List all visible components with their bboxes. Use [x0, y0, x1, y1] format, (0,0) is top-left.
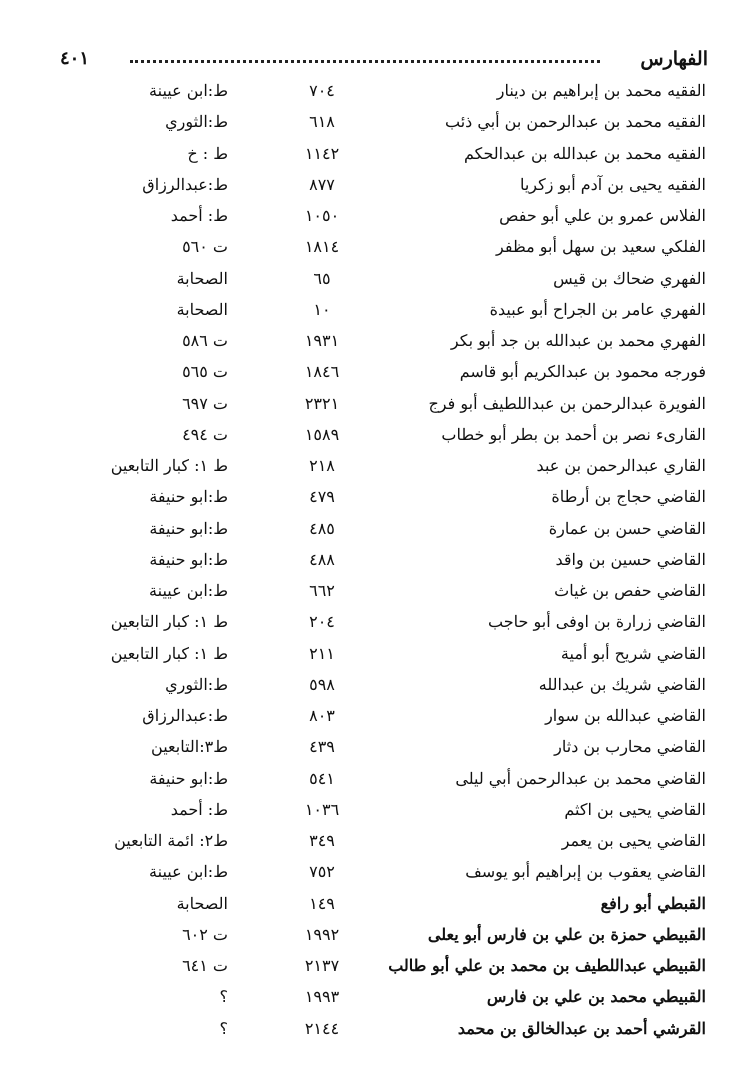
entry-name: القاضي زرارة بن اوفى أبو حاجب — [488, 612, 706, 632]
entry-name: القاضي يحيى بن اكثم — [564, 799, 706, 819]
entry-number: ١٤٩ — [309, 893, 335, 913]
entry-reference: ت ٦٩٧ — [182, 393, 228, 413]
section-title: الفهارس — [640, 48, 708, 70]
index-entry — [0, 231, 742, 262]
index-entry — [0, 638, 742, 669]
entry-reference: ط ١: كبار التابعين — [110, 643, 228, 663]
index-entry — [0, 950, 742, 981]
entry-reference: ت ٤٩٤ — [182, 424, 228, 444]
entry-number: ٦٥ — [313, 268, 331, 288]
index-entry — [0, 325, 742, 356]
entry-number: ٤٨٥ — [309, 518, 335, 538]
entry-number: ٢١١ — [309, 643, 335, 663]
entry-number: ١٨٤٦ — [304, 362, 340, 382]
entry-number: ٦٦٢ — [309, 581, 335, 600]
entry-number: ٢٣٢١ — [304, 393, 340, 413]
entry-number: ٢٠٤ — [309, 612, 335, 632]
entry-name: الفقيه محمد بن عبدالله بن عبدالحكم — [463, 143, 706, 163]
index-entry — [0, 200, 742, 231]
entry-number: ٤٣٩ — [309, 737, 335, 757]
index-entry — [0, 919, 742, 950]
index-entry — [0, 106, 742, 137]
entry-number: ١٨١٤ — [304, 237, 340, 257]
entry-reference: ط : خ — [187, 143, 228, 163]
entry-name: القارىء نصر بن أحمد بن بطر أبو خطاب — [441, 424, 706, 444]
entry-reference: ط٢: ائمة التابعين — [114, 831, 228, 850]
entry-number: ١٠٣٦ — [304, 799, 340, 819]
entry-reference: الصحابة — [176, 893, 228, 913]
index-entry — [0, 356, 742, 387]
entry-name: الفهري عامر بن الجراح أبو عبيدة — [489, 299, 706, 319]
entry-name: القاضي شريح أبو أمية — [560, 643, 706, 663]
entry-reference: ت ٦٠٢ — [182, 924, 228, 944]
entry-number: ١٠ — [313, 299, 331, 319]
entry-reference: ط:عبدالرزاق — [142, 174, 228, 194]
entry-reference: ط ١: كبار التابعين — [110, 456, 228, 475]
entry-reference: ت ٥٦٠ — [182, 237, 228, 257]
entry-name: القاضي يحيى بن يعمر — [561, 831, 706, 850]
entry-number: ٤٧٩ — [309, 487, 335, 507]
entry-number: ١٩٩٢ — [304, 924, 340, 944]
entry-reference: ط: أحمد — [170, 799, 228, 819]
entry-number: ٥٤١ — [309, 768, 335, 788]
entry-name: فورجه محمود بن عبدالكريم أبو قاسم — [459, 362, 706, 382]
entry-reference: ط:ابو حنيفة — [149, 768, 228, 788]
entry-reference: ط:ابو حنيفة — [149, 487, 228, 507]
entry-number: ١٩٩٣ — [304, 987, 340, 1007]
entry-number: ٨٧٧ — [309, 174, 335, 194]
entry-reference: ؟ — [219, 1018, 228, 1038]
entry-reference: ط:ابو حنيفة — [149, 549, 228, 569]
index-entry — [0, 606, 742, 637]
entry-name: القاضي محارب بن دثار — [554, 737, 706, 757]
entry-name: الفهري محمد بن عبدالله بن جد أبو بكر — [450, 331, 706, 350]
entry-number: ٢١٣٧ — [304, 956, 340, 975]
index-entry — [0, 388, 742, 419]
entry-name: القبيطي محمد بن علي بن فارس — [486, 987, 706, 1007]
index-entry — [0, 763, 742, 794]
index-entry — [0, 1013, 742, 1044]
entry-name: الفلاس عمرو بن علي أبو حفص — [499, 206, 706, 225]
entry-reference: ط:الثوري — [165, 112, 228, 132]
entry-number: ٢١٨ — [309, 456, 335, 475]
entry-name: الفقيه يحيى بن آدم أبو زكريا — [519, 174, 706, 194]
index-entry — [0, 263, 742, 294]
index-entry — [0, 825, 742, 856]
entry-name: القاضي شريك بن عبدالله — [538, 674, 706, 694]
entry-reference: ط: أحمد — [170, 206, 228, 225]
page-number: ٤٠١ — [60, 48, 90, 69]
entry-name: القاضي حسين بن واقد — [555, 549, 706, 569]
entry-reference: ط:ابن عيينة — [149, 81, 228, 100]
entry-name: القبيطي حمزة بن علي بن فارس أبو يعلى — [427, 924, 706, 944]
entry-name: القاضي محمد بن عبدالرحمن أبي ليلى — [455, 768, 706, 788]
index-entry — [0, 169, 742, 200]
entry-reference: ت ٦٤١ — [182, 956, 228, 975]
index-entry — [0, 888, 742, 919]
header-leader-dots — [130, 60, 600, 63]
entry-reference: ط ١: كبار التابعين — [110, 612, 228, 632]
entry-name: القاضي عبدالله بن سوار — [545, 706, 706, 725]
entry-name: القرشي أحمد بن عبدالخالق بن محمد — [457, 1018, 706, 1038]
entry-name: القاري عبدالرحمن بن عبد — [536, 456, 706, 475]
entry-reference: ت ٥٦٥ — [182, 362, 228, 382]
entry-number: ١١٤٢ — [304, 143, 340, 163]
entry-name: الفلكي سعيد بن سهل أبو مظفر — [496, 237, 706, 257]
entry-reference: ط:ابو حنيفة — [149, 518, 228, 538]
index-entry — [0, 481, 742, 512]
entry-number: ٧٠٤ — [309, 81, 335, 100]
entry-name: القاضي يعقوب بن إبراهيم أبو يوسف — [465, 862, 706, 882]
index-entry — [0, 856, 742, 887]
entry-name: القاضي حجاج بن أرطاة — [551, 487, 706, 507]
entry-reference: ط:الثوري — [165, 674, 228, 694]
entry-number: ١٠٥٠ — [304, 206, 340, 225]
entry-number: ١٩٣١ — [304, 331, 340, 350]
index-entry — [0, 981, 742, 1012]
entry-name: الفويرة عبدالرحمن بن عبداللطيف أبو فرج — [428, 393, 706, 413]
entry-name: الفقيه محمد بن إبراهيم بن دينار — [496, 81, 706, 100]
index-entry — [0, 794, 742, 825]
entry-name: القبطي أبو رافع — [600, 893, 706, 913]
entry-name: القاضي حفص بن غياث — [554, 581, 706, 600]
entry-name: القاضي حسن بن عمارة — [548, 518, 706, 538]
entry-reference: ط٣:التابعين — [151, 737, 228, 757]
index-entry — [0, 450, 742, 481]
entry-reference: الصحابة — [176, 299, 228, 319]
index-entries — [0, 75, 742, 1044]
index-entry — [0, 294, 742, 325]
entry-reference: ط:ابن عيينة — [149, 862, 228, 882]
entry-number: ٢١٤٤ — [304, 1018, 340, 1038]
index-entry — [0, 138, 742, 169]
index-entry — [0, 544, 742, 575]
index-entry — [0, 575, 742, 606]
entry-name: الفهري ضحاك بن قيس — [553, 268, 706, 288]
page-header — [60, 44, 708, 74]
index-entry — [0, 731, 742, 762]
entry-name: القبيطي عبداللطيف بن محمد بن علي أبو طالب — [388, 956, 706, 975]
entry-reference: ؟ — [219, 987, 228, 1007]
entry-number: ٥٩٨ — [309, 674, 335, 694]
entry-number: ١٥٨٩ — [304, 424, 340, 444]
entry-reference: الصحابة — [176, 268, 228, 288]
entry-reference: ط:عبدالرزاق — [142, 706, 228, 725]
entry-number: ٧٥٢ — [309, 862, 335, 882]
index-entry — [0, 669, 742, 700]
entry-reference: ط:ابن عيينة — [149, 581, 228, 600]
entry-number: ٤٨٨ — [309, 549, 335, 569]
index-entry — [0, 419, 742, 450]
entry-name: الفقيه محمد بن عبدالرحمن بن أبي ذئب — [444, 112, 706, 132]
entry-number: ٣٤٩ — [309, 831, 335, 850]
index-entry — [0, 513, 742, 544]
entry-number: ٨٠٣ — [309, 706, 335, 725]
entry-number: ٦١٨ — [309, 112, 335, 132]
entry-reference: ت ٥٨٦ — [182, 331, 228, 350]
index-entry — [0, 75, 742, 106]
index-entry — [0, 700, 742, 731]
